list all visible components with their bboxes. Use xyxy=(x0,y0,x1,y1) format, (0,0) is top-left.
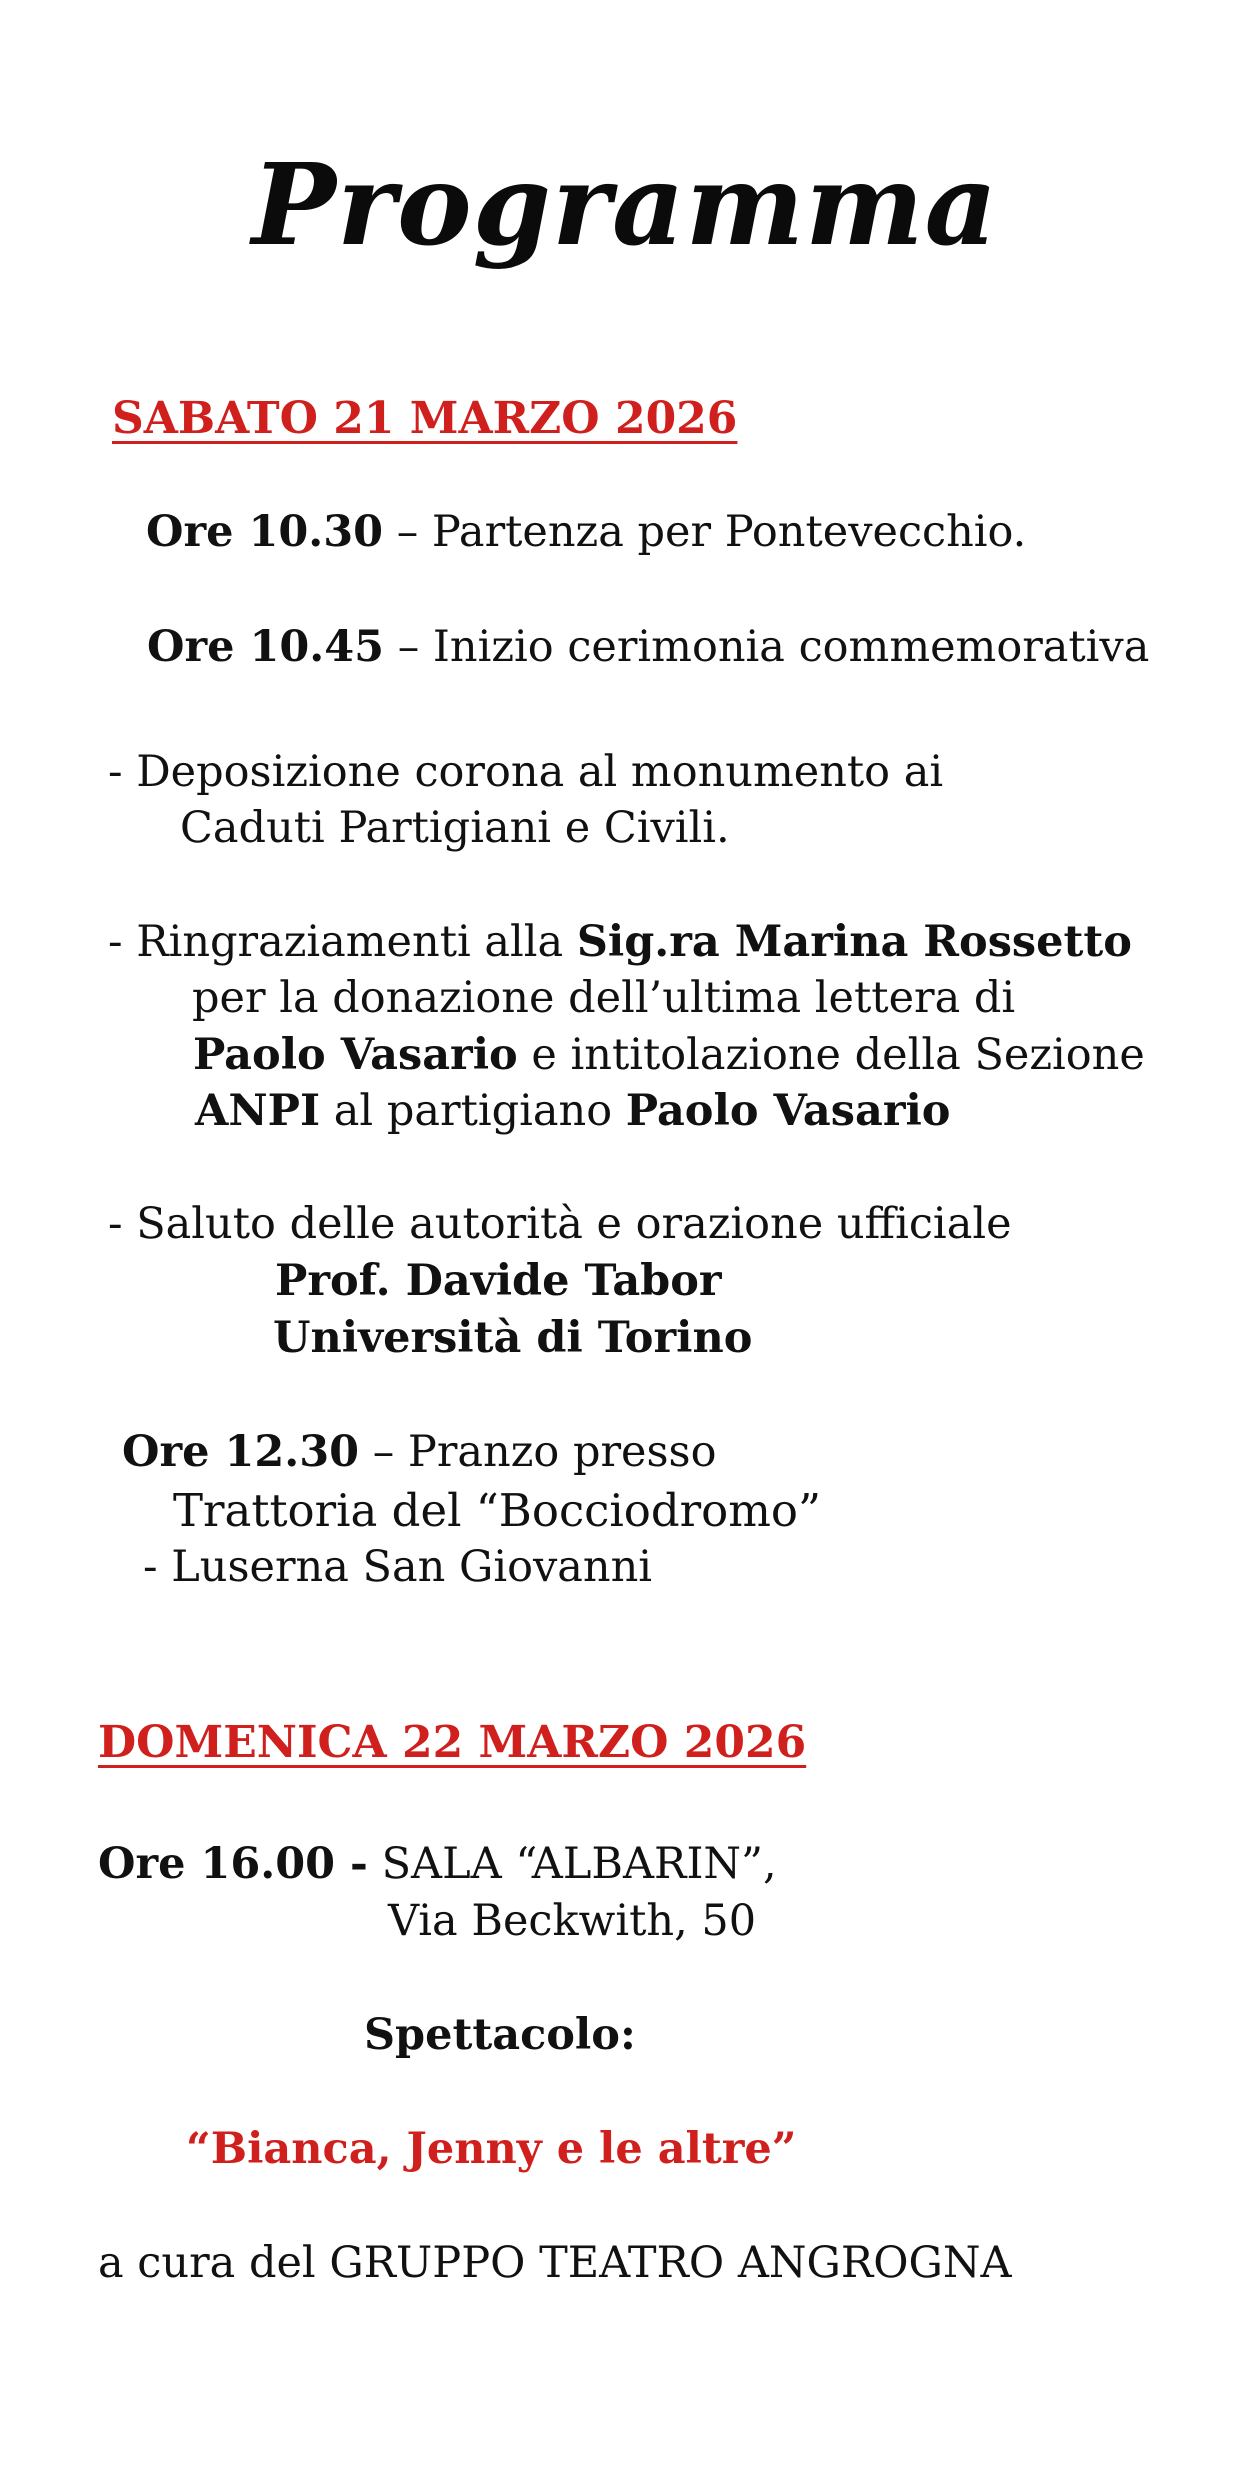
venue-address: Via Beckwith, 50 xyxy=(388,1896,757,1946)
schedule-item-1030 xyxy=(146,507,1026,559)
show-credits: a cura del GRUPPO TEATRO ANGROGNA xyxy=(98,2238,1012,2288)
honoree-name: Sig.ra Marina Rossetto xyxy=(576,917,1132,967)
ringraziamenti-line-3 xyxy=(193,1030,1145,1082)
item-text: – Pranzo presso xyxy=(359,1427,717,1477)
deposizione-line-1: - Deposizione corona al monumento ai xyxy=(108,747,944,797)
day1-heading: SABATO 21 MARZO 2026 xyxy=(112,393,738,444)
schedule-item-1045 xyxy=(147,622,1149,674)
ringraziamenti-line-1 xyxy=(108,917,1132,969)
speaker-affiliation: Università di Torino xyxy=(273,1313,753,1363)
time-label: Ore 10.30 xyxy=(146,507,384,557)
venue-name: SALA “ALBARIN”, xyxy=(367,1839,777,1889)
schedule-item-1600 xyxy=(98,1839,777,1891)
show-label: Spettacolo: xyxy=(364,2010,636,2060)
item-text: – Inizio cerimonia commemorativa xyxy=(384,622,1150,672)
ringraziamenti-line-2: per la donazione dell’ultima lettera di xyxy=(192,973,1016,1023)
restaurant-location: - Luserna San Giovanni xyxy=(143,1542,653,1592)
deposizione-line-2: Caduti Partigiani e Civili. xyxy=(180,803,730,853)
day2-heading: DOMENICA 22 MARZO 2026 xyxy=(98,1717,807,1768)
time-label: Ore 16.00 - xyxy=(98,1839,368,1889)
partisan-name: Paolo Vasario xyxy=(625,1086,951,1136)
schedule-item-1230 xyxy=(122,1427,717,1479)
ringraziamenti-text: e intitolazione della Sezione xyxy=(517,1030,1145,1080)
page-title: Programma xyxy=(251,140,999,271)
ringraziamenti-line-4 xyxy=(195,1086,951,1138)
show-title: “Bianca, Jenny e le altre” xyxy=(186,2124,797,2174)
time-label: Ore 10.45 xyxy=(147,622,385,672)
item-text: – Partenza per Pontevecchio. xyxy=(383,507,1027,557)
partisan-name: Paolo Vasario xyxy=(193,1030,518,1080)
anpi-label: ANPI xyxy=(195,1086,321,1136)
time-label: Ore 12.30 xyxy=(122,1427,360,1477)
restaurant-name: Trattoria del “Bocciodromo” xyxy=(173,1484,822,1537)
ringraziamenti-prefix: - Ringraziamenti alla xyxy=(108,917,577,967)
saluto-line-1: - Saluto delle autorità e orazione ufficiale xyxy=(108,1199,1012,1249)
speaker-name: Prof. Davide Tabor xyxy=(275,1256,722,1306)
ringraziamenti-text: al partigiano xyxy=(320,1086,626,1136)
